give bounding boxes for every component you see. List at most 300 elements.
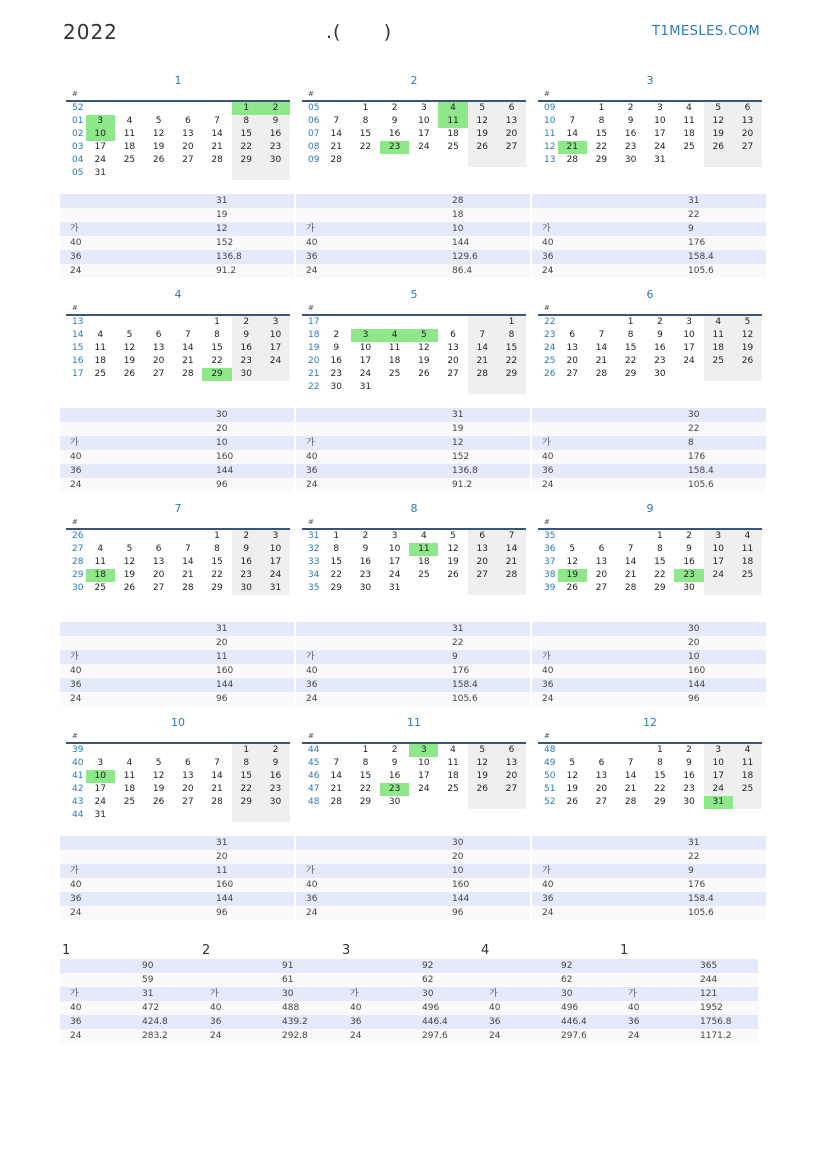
day-cell[interactable]: 13 <box>595 557 608 567</box>
day-cell[interactable]: 15 <box>359 129 372 139</box>
day-cell[interactable]: 10 <box>683 330 695 340</box>
day-cell[interactable]: 6 <box>733 102 762 115</box>
day-cell[interactable]: 19 <box>152 142 165 152</box>
day-cell[interactable]: 4 <box>733 530 762 543</box>
day-cell[interactable]: 18 <box>388 356 401 366</box>
day-cell[interactable]: 22 <box>624 356 637 366</box>
day-cell[interactable]: 11 <box>683 116 695 126</box>
day-cell[interactable]: 12 <box>733 329 762 342</box>
day-cell[interactable]: 3 <box>656 103 663 113</box>
day-cell[interactable]: 8 <box>232 115 261 128</box>
day-cell[interactable]: 1 <box>214 317 220 327</box>
day-cell[interactable]: 1 <box>656 745 663 755</box>
day-cell[interactable]: 20 <box>566 356 578 366</box>
day-cell[interactable]: 30 <box>388 797 401 807</box>
day-cell[interactable]: 7 <box>333 758 340 768</box>
day-cell[interactable]: 14 <box>624 557 637 567</box>
day-cell[interactable]: 7 <box>497 530 526 543</box>
day-cell[interactable]: 22 <box>211 570 223 580</box>
day-cell[interactable]: 30 <box>261 796 290 809</box>
day-cell[interactable]: 12 <box>468 757 497 770</box>
day-cell[interactable]: 12 <box>152 771 165 781</box>
day-cell[interactable]: 19 <box>447 557 459 567</box>
day-cell[interactable]: 26 <box>566 797 578 807</box>
day-cell[interactable]: 12 <box>566 557 578 567</box>
day-cell[interactable]: 29 <box>202 368 231 381</box>
day-cell[interactable]: 11 <box>123 771 136 781</box>
day-cell[interactable]: 24 <box>388 570 401 580</box>
day-cell[interactable]: 15 <box>330 557 342 567</box>
day-cell[interactable]: 24 <box>418 784 430 794</box>
day-cell[interactable]: 29 <box>232 796 261 809</box>
day-cell[interactable]: 23 <box>674 569 703 582</box>
day-cell[interactable]: 29 <box>330 583 342 593</box>
day-cell[interactable]: 10 <box>418 116 430 126</box>
day-cell[interactable]: 1 <box>627 317 634 327</box>
day-cell[interactable]: 29 <box>211 583 223 593</box>
day-cell[interactable]: 8 <box>362 116 369 126</box>
day-cell[interactable]: 23 <box>232 355 261 368</box>
day-cell[interactable]: 27 <box>497 141 526 154</box>
day-cell[interactable]: 13 <box>152 343 165 353</box>
day-cell[interactable]: 2 <box>261 744 290 757</box>
day-cell[interactable]: 3 <box>97 758 104 768</box>
day-cell[interactable]: 18 <box>123 142 136 152</box>
day-cell[interactable]: 24 <box>261 569 290 582</box>
day-cell[interactable]: 9 <box>261 757 290 770</box>
day-cell[interactable]: 30 <box>359 583 372 593</box>
day-cell[interactable]: 24 <box>418 142 430 152</box>
day-cell[interactable]: 28 <box>182 369 194 379</box>
day-cell[interactable]: 7 <box>184 330 191 340</box>
day-cell[interactable]: 28 <box>211 797 223 807</box>
day-cell[interactable]: 13 <box>447 343 459 353</box>
day-cell[interactable]: 21 <box>558 141 587 154</box>
day-cell[interactable]: 17 <box>418 771 430 781</box>
day-cell[interactable]: 17 <box>94 142 106 152</box>
day-cell[interactable]: 21 <box>624 570 637 580</box>
day-cell[interactable]: 21 <box>595 356 608 366</box>
day-cell[interactable]: 11 <box>733 757 762 770</box>
day-cell[interactable]: 4 <box>380 329 409 342</box>
day-cell[interactable]: 12 <box>468 115 497 128</box>
day-cell[interactable]: 30 <box>683 797 695 807</box>
day-cell[interactable]: 16 <box>261 128 290 141</box>
day-cell[interactable]: 25 <box>447 784 459 794</box>
day-cell[interactable]: 17 <box>704 770 733 783</box>
day-cell[interactable]: 21 <box>182 570 194 580</box>
day-cell[interactable]: 5 <box>468 744 497 757</box>
day-cell[interactable]: 6 <box>598 758 605 768</box>
day-cell[interactable]: 11 <box>94 557 106 567</box>
day-cell[interactable]: 20 <box>152 356 165 366</box>
day-cell[interactable]: 14 <box>624 771 637 781</box>
day-cell[interactable]: 25 <box>704 355 733 368</box>
day-cell[interactable]: 14 <box>211 129 223 139</box>
day-cell[interactable]: 1 <box>232 744 261 757</box>
day-cell[interactable]: 10 <box>261 329 290 342</box>
day-cell[interactable]: 23 <box>683 784 695 794</box>
day-cell[interactable]: 4 <box>97 544 104 554</box>
day-cell[interactable]: 25 <box>683 142 695 152</box>
day-cell[interactable]: 29 <box>624 369 637 379</box>
day-cell[interactable]: 24 <box>683 356 695 366</box>
day-cell[interactable]: 15 <box>232 128 261 141</box>
day-cell[interactable]: 7 <box>184 544 191 554</box>
day-cell[interactable]: 24 <box>94 155 106 165</box>
day-cell[interactable]: 10 <box>86 770 115 783</box>
day-cell[interactable]: 25 <box>733 783 762 796</box>
day-cell[interactable]: 14 <box>182 557 194 567</box>
day-cell[interactable]: 4 <box>733 744 762 757</box>
day-cell[interactable]: 23 <box>261 783 290 796</box>
day-cell[interactable]: 27 <box>595 797 608 807</box>
day-cell[interactable]: 5 <box>569 544 576 554</box>
day-cell[interactable]: 27 <box>152 369 165 379</box>
day-cell[interactable]: 3 <box>686 317 692 327</box>
day-cell[interactable]: 7 <box>627 758 634 768</box>
day-cell[interactable]: 17 <box>704 556 733 569</box>
day-cell[interactable]: 6 <box>184 758 191 768</box>
day-cell[interactable]: 1 <box>362 745 369 755</box>
day-cell[interactable]: 20 <box>497 770 526 783</box>
day-cell[interactable]: 28 <box>497 569 526 582</box>
day-cell[interactable]: 14 <box>330 129 342 139</box>
day-cell[interactable]: 4 <box>704 316 733 329</box>
day-cell[interactable]: 7 <box>468 329 497 342</box>
day-cell[interactable]: 17 <box>654 129 666 139</box>
day-cell[interactable]: 9 <box>686 758 692 768</box>
day-cell[interactable]: 4 <box>126 116 133 126</box>
day-cell[interactable]: 25 <box>418 570 430 580</box>
day-cell[interactable]: 1 <box>656 531 663 541</box>
day-cell[interactable]: 20 <box>468 556 497 569</box>
day-cell[interactable]: 20 <box>182 142 194 152</box>
day-cell[interactable]: 6 <box>450 330 456 340</box>
day-cell[interactable]: 25 <box>123 797 136 807</box>
day-cell[interactable]: 5 <box>409 329 438 342</box>
day-cell[interactable]: 26 <box>152 797 165 807</box>
day-cell[interactable]: 28 <box>330 797 342 807</box>
day-cell[interactable]: 5 <box>155 116 162 126</box>
day-cell[interactable]: 26 <box>152 155 165 165</box>
day-cell[interactable]: 14 <box>468 342 497 355</box>
day-cell[interactable]: 20 <box>497 128 526 141</box>
day-cell[interactable]: 2 <box>656 317 663 327</box>
day-cell[interactable]: 31 <box>388 583 401 593</box>
day-cell[interactable]: 19 <box>704 128 733 141</box>
day-cell[interactable]: 18 <box>447 771 459 781</box>
day-cell[interactable]: 11 <box>409 543 438 556</box>
day-cell[interactable]: 13 <box>152 557 165 567</box>
day-cell[interactable]: 30 <box>232 368 261 381</box>
day-cell[interactable]: 2 <box>232 316 261 329</box>
day-cell[interactable]: 17 <box>261 342 290 355</box>
day-cell[interactable]: 6 <box>569 330 576 340</box>
day-cell[interactable]: 21 <box>330 142 342 152</box>
day-cell[interactable]: 10 <box>388 544 401 554</box>
day-cell[interactable]: 9 <box>686 544 692 554</box>
day-cell[interactable]: 17 <box>94 784 106 794</box>
day-cell[interactable]: 31 <box>94 810 106 820</box>
day-cell[interactable]: 28 <box>330 155 342 165</box>
day-cell[interactable]: 15 <box>654 557 666 567</box>
day-cell[interactable]: 17 <box>359 356 372 366</box>
day-cell[interactable]: 22 <box>359 142 372 152</box>
day-cell[interactable]: 11 <box>447 758 459 768</box>
day-cell[interactable]: 16 <box>683 771 695 781</box>
site-logo-link[interactable]: T1MESLES.COM <box>652 24 761 39</box>
day-cell[interactable]: 19 <box>558 569 587 582</box>
day-cell[interactable]: 8 <box>656 544 663 554</box>
day-cell[interactable]: 4 <box>97 330 104 340</box>
day-cell[interactable]: 5 <box>126 330 133 340</box>
day-cell[interactable]: 13 <box>468 543 497 556</box>
day-cell[interactable]: 25 <box>94 583 106 593</box>
day-cell[interactable]: 13 <box>566 343 578 353</box>
day-cell[interactable]: 23 <box>359 570 372 580</box>
day-cell[interactable]: 31 <box>261 582 290 595</box>
day-cell[interactable]: 10 <box>261 543 290 556</box>
day-cell[interactable]: 17 <box>388 557 401 567</box>
day-cell[interactable]: 6 <box>468 530 497 543</box>
day-cell[interactable]: 3 <box>420 103 427 113</box>
day-cell[interactable]: 28 <box>566 155 578 165</box>
day-cell[interactable]: 16 <box>232 342 261 355</box>
day-cell[interactable]: 23 <box>330 369 342 379</box>
day-cell[interactable]: 5 <box>569 758 576 768</box>
day-cell[interactable]: 16 <box>261 770 290 783</box>
day-cell[interactable]: 21 <box>182 356 194 366</box>
day-cell[interactable]: 8 <box>232 757 261 770</box>
day-cell[interactable]: 20 <box>595 784 608 794</box>
day-cell[interactable]: 18 <box>418 557 430 567</box>
day-cell[interactable]: 22 <box>330 570 342 580</box>
day-cell[interactable]: 2 <box>686 531 692 541</box>
day-cell[interactable]: 9 <box>656 330 663 340</box>
day-cell[interactable]: 5 <box>733 316 762 329</box>
day-cell[interactable]: 8 <box>656 758 663 768</box>
day-cell[interactable]: 14 <box>182 343 194 353</box>
day-cell[interactable]: 25 <box>123 155 136 165</box>
day-cell[interactable]: 19 <box>733 342 762 355</box>
day-cell[interactable]: 9 <box>333 343 340 353</box>
day-cell[interactable]: 8 <box>627 330 634 340</box>
day-cell[interactable]: 15 <box>497 342 526 355</box>
day-cell[interactable]: 6 <box>184 116 191 126</box>
day-cell[interactable]: 3 <box>391 531 398 541</box>
day-cell[interactable]: 17 <box>261 556 290 569</box>
day-cell[interactable]: 18 <box>733 770 762 783</box>
day-cell[interactable]: 1 <box>497 316 526 329</box>
day-cell[interactable]: 28 <box>182 583 194 593</box>
day-cell[interactable]: 13 <box>182 771 194 781</box>
day-cell[interactable]: 27 <box>468 569 497 582</box>
day-cell[interactable]: 1 <box>333 531 340 541</box>
day-cell[interactable]: 3 <box>704 744 733 757</box>
day-cell[interactable]: 20 <box>152 570 165 580</box>
day-cell[interactable]: 7 <box>627 544 634 554</box>
day-cell[interactable]: 11 <box>438 115 467 128</box>
day-cell[interactable]: 30 <box>232 582 261 595</box>
day-cell[interactable]: 26 <box>468 783 497 796</box>
day-cell[interactable]: 16 <box>232 556 261 569</box>
day-cell[interactable]: 10 <box>418 758 430 768</box>
day-cell[interactable]: 6 <box>497 102 526 115</box>
day-cell[interactable]: 29 <box>359 797 372 807</box>
day-cell[interactable]: 8 <box>598 116 605 126</box>
day-cell[interactable]: 31 <box>704 796 733 809</box>
day-cell[interactable]: 13 <box>733 115 762 128</box>
day-cell[interactable]: 29 <box>595 155 608 165</box>
day-cell[interactable]: 21 <box>211 784 223 794</box>
day-cell[interactable]: 30 <box>624 155 637 165</box>
day-cell[interactable]: 26 <box>123 583 136 593</box>
day-cell[interactable]: 24 <box>359 369 372 379</box>
day-cell[interactable]: 18 <box>447 129 459 139</box>
day-cell[interactable]: 14 <box>330 771 342 781</box>
day-cell[interactable]: 12 <box>123 557 136 567</box>
day-cell[interactable]: 31 <box>359 382 372 392</box>
day-cell[interactable]: 29 <box>232 154 261 167</box>
day-cell[interactable]: 3 <box>261 316 290 329</box>
day-cell[interactable]: 7 <box>598 330 605 340</box>
day-cell[interactable]: 21 <box>497 556 526 569</box>
day-cell[interactable]: 13 <box>182 129 194 139</box>
day-cell[interactable]: 28 <box>624 797 637 807</box>
day-cell[interactable]: 18 <box>704 342 733 355</box>
day-cell[interactable]: 14 <box>566 129 578 139</box>
day-cell[interactable]: 10 <box>654 116 666 126</box>
day-cell[interactable]: 19 <box>123 570 136 580</box>
day-cell[interactable]: 3 <box>351 329 380 342</box>
day-cell[interactable]: 2 <box>391 745 398 755</box>
day-cell[interactable]: 12 <box>566 771 578 781</box>
day-cell[interactable]: 22 <box>232 783 261 796</box>
day-cell[interactable]: 1 <box>598 103 605 113</box>
day-cell[interactable]: 15 <box>595 129 608 139</box>
day-cell[interactable]: 22 <box>654 784 666 794</box>
day-cell[interactable]: 29 <box>654 797 666 807</box>
day-cell[interactable]: 27 <box>733 141 762 154</box>
day-cell[interactable]: 16 <box>359 557 372 567</box>
day-cell[interactable]: 25 <box>94 369 106 379</box>
day-cell[interactable]: 20 <box>733 128 762 141</box>
day-cell[interactable]: 9 <box>261 115 290 128</box>
day-cell[interactable]: 26 <box>418 369 430 379</box>
day-cell[interactable]: 18 <box>94 356 106 366</box>
day-cell[interactable]: 8 <box>214 330 220 340</box>
day-cell[interactable]: 24 <box>654 142 666 152</box>
day-cell[interactable]: 22 <box>232 141 261 154</box>
day-cell[interactable]: 30 <box>654 369 666 379</box>
day-cell[interactable]: 19 <box>418 356 430 366</box>
day-cell[interactable]: 4 <box>420 531 427 541</box>
day-cell[interactable]: 17 <box>683 343 695 353</box>
day-cell[interactable]: 27 <box>447 369 459 379</box>
day-cell[interactable]: 15 <box>359 771 372 781</box>
day-cell[interactable]: 22 <box>654 570 666 580</box>
day-cell[interactable]: 9 <box>391 758 398 768</box>
day-cell[interactable]: 11 <box>733 543 762 556</box>
day-cell[interactable]: 7 <box>569 116 576 126</box>
day-cell[interactable]: 21 <box>624 784 637 794</box>
day-cell[interactable]: 22 <box>595 142 608 152</box>
day-cell[interactable]: 25 <box>388 369 401 379</box>
day-cell[interactable]: 2 <box>627 103 634 113</box>
day-cell[interactable]: 14 <box>595 343 608 353</box>
day-cell[interactable]: 13 <box>595 771 608 781</box>
day-cell[interactable]: 4 <box>126 758 133 768</box>
day-cell[interactable]: 6 <box>155 330 162 340</box>
day-cell[interactable]: 5 <box>155 758 162 768</box>
day-cell[interactable]: 30 <box>261 154 290 167</box>
day-cell[interactable]: 15 <box>624 343 637 353</box>
day-cell[interactable]: 6 <box>155 544 162 554</box>
day-cell[interactable]: 24 <box>704 569 733 582</box>
day-cell[interactable]: 5 <box>468 102 497 115</box>
day-cell[interactable]: 29 <box>497 368 526 381</box>
day-cell[interactable]: 10 <box>704 757 733 770</box>
day-cell[interactable]: 19 <box>152 784 165 794</box>
day-cell[interactable]: 15 <box>232 770 261 783</box>
day-cell[interactable]: 11 <box>123 129 136 139</box>
day-cell[interactable]: 19 <box>123 356 136 366</box>
day-cell[interactable]: 2 <box>261 102 290 115</box>
day-cell[interactable]: 11 <box>704 329 733 342</box>
day-cell[interactable]: 26 <box>123 369 136 379</box>
day-cell[interactable]: 27 <box>182 155 194 165</box>
day-cell[interactable]: 26 <box>733 355 762 368</box>
day-cell[interactable]: 5 <box>704 102 733 115</box>
day-cell[interactable]: 6 <box>598 544 605 554</box>
day-cell[interactable]: 24 <box>261 355 290 368</box>
day-cell[interactable]: 24 <box>704 783 733 796</box>
day-cell[interactable]: 23 <box>654 356 666 366</box>
day-cell[interactable]: 1 <box>232 102 261 115</box>
day-cell[interactable]: 28 <box>468 368 497 381</box>
day-cell[interactable]: 13 <box>497 115 526 128</box>
day-cell[interactable]: 2 <box>362 531 369 541</box>
day-cell[interactable]: 3 <box>704 530 733 543</box>
day-cell[interactable]: 11 <box>388 343 401 353</box>
day-cell[interactable]: 30 <box>683 583 695 593</box>
day-cell[interactable]: 20 <box>447 356 459 366</box>
day-cell[interactable]: 3 <box>86 115 115 128</box>
day-cell[interactable]: 3 <box>261 530 290 543</box>
day-cell[interactable]: 9 <box>232 329 261 342</box>
day-cell[interactable]: 7 <box>214 758 220 768</box>
day-cell[interactable]: 23 <box>380 141 409 154</box>
day-cell[interactable]: 26 <box>468 141 497 154</box>
day-cell[interactable]: 27 <box>152 583 165 593</box>
day-cell[interactable]: 20 <box>595 570 608 580</box>
day-cell[interactable]: 15 <box>211 343 223 353</box>
day-cell[interactable]: 8 <box>333 544 340 554</box>
day-cell[interactable]: 23 <box>232 569 261 582</box>
day-cell[interactable]: 11 <box>94 343 106 353</box>
day-cell[interactable]: 28 <box>211 155 223 165</box>
day-cell[interactable]: 5 <box>450 531 456 541</box>
day-cell[interactable]: 21 <box>330 784 342 794</box>
day-cell[interactable]: 9 <box>232 543 261 556</box>
day-cell[interactable]: 4 <box>686 103 692 113</box>
day-cell[interactable]: 23 <box>380 783 409 796</box>
day-cell[interactable]: 29 <box>654 583 666 593</box>
day-cell[interactable]: 19 <box>468 770 497 783</box>
day-cell[interactable]: 16 <box>624 129 637 139</box>
day-cell[interactable]: 4 <box>450 745 456 755</box>
